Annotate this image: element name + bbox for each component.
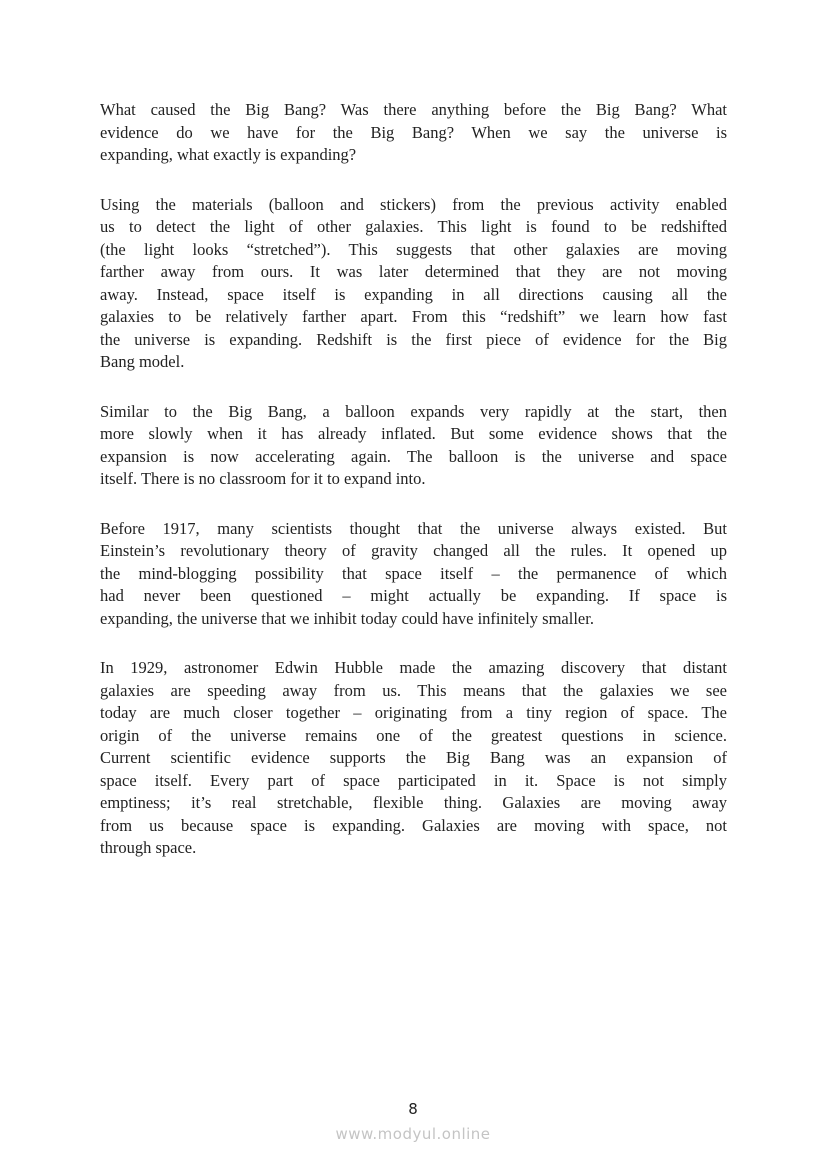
text-line: Current scientific evidence supports the Big Bang was an expansion of xyxy=(100,748,727,767)
text-line: the mind-blogging possibility that space itself – the permanence of which xyxy=(100,563,727,583)
text-line: itself. There is no classroom for it to expand into. xyxy=(100,469,426,488)
text-line: galaxies are speeding away from us. This means that the galaxies we see xyxy=(100,680,727,700)
text-line: emptiness; it’s real stretchable, flexible thing. Galaxies are moving away xyxy=(100,793,727,812)
text-line: origin of the universe remains one of the greatest questions in science. xyxy=(100,725,727,745)
watermark: www.modyul.online xyxy=(335,1125,491,1143)
text-line: the universe is expanding. Redshift is the first piece of evidence for the Big xyxy=(100,329,727,349)
text-line: from us because space is expanding. Galaxies are moving with space, not xyxy=(100,815,727,835)
text-line: evidence do we have for the Big Bang? When we say the universe is xyxy=(100,122,727,142)
document-body xyxy=(100,99,727,887)
paragraph xyxy=(100,401,727,491)
text-line: Einstein’s revolutionary theory of gravity changed all the rules. It opened up xyxy=(100,541,727,560)
paragraph xyxy=(100,518,727,631)
text-line: Using the materials (balloon and stickers) from the previous activity enabled xyxy=(100,194,727,214)
text-line: more slowly when it has already inflated. But some evidence shows that the xyxy=(100,424,727,443)
text-line: In 1929, astronomer Edwin Hubble made the amazing discovery that distant xyxy=(100,658,727,677)
text-line: today are much closer together – originating from a tiny region of space. The xyxy=(100,703,727,722)
text-line: us to detect the light of other galaxies. This light is found to be redshifted xyxy=(100,217,727,236)
text-line: space itself. Every part of space participated in it. Space is not simply xyxy=(100,770,727,790)
text-line: farther away from ours. It was later determined that they are not moving xyxy=(100,262,727,281)
text-line: galaxies to be relatively farther apart. From this “redshift” we learn how fast xyxy=(100,307,727,326)
paragraph xyxy=(100,194,727,374)
text-line: had never been questioned – might actually be expanding. If space is xyxy=(100,586,727,605)
text-line: What caused the Big Bang? Was there anything before the Big Bang? What xyxy=(100,100,727,119)
text-line: Bang model. xyxy=(100,352,185,371)
text-line: (the light looks “stretched”). This suggests that other galaxies are moving xyxy=(100,239,727,259)
text-line: Before 1917, many scientists thought that the universe always existed. But xyxy=(100,518,727,538)
text-line: Similar to the Big Bang, a balloon expands very rapidly at the start, then xyxy=(100,401,727,421)
text-line: expanding, the universe that we inhibit today could have infinitely smaller. xyxy=(100,608,594,628)
text-line: expansion is now accelerating again. The balloon is the universe and space xyxy=(100,446,727,466)
text-line: away. Instead, space itself is expanding in all directions causing all the xyxy=(100,284,727,304)
text-line: through space. xyxy=(100,838,197,857)
text-line: expanding, what exactly is expanding? xyxy=(100,145,357,164)
page-number: 8 xyxy=(408,1100,418,1118)
paragraph xyxy=(100,99,727,167)
paragraph xyxy=(100,657,727,860)
